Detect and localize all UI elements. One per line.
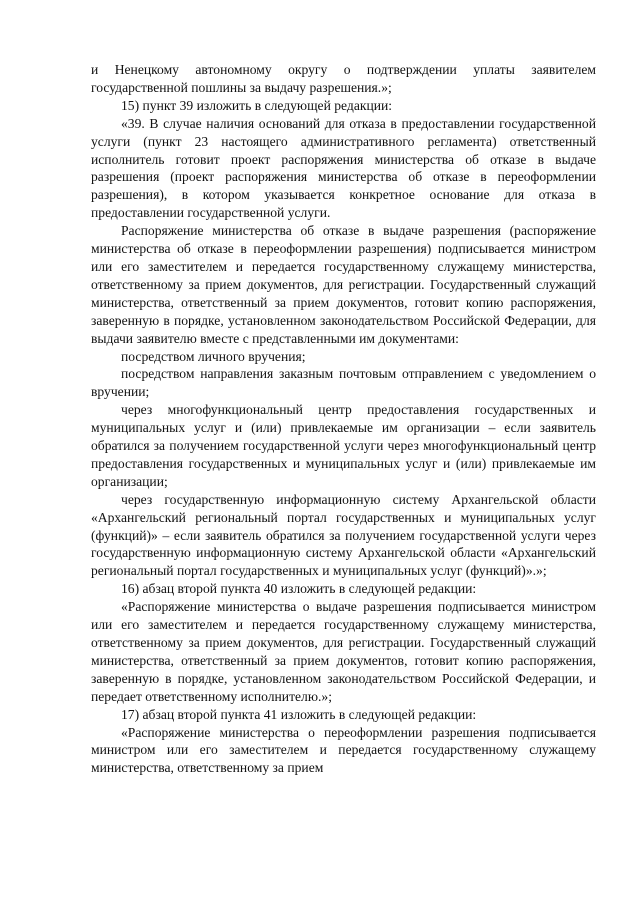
paragraph-delivery-portal: через государственную информационную систему Архангельской области «Архангельский региональный портал государственных и муниципальных услуг (функций)» – если заявитель обратился за получением государственной услуги через государственную информационную систему Архангельской области «Архангельский региональный портал государственных и муниципальных услуг (функций)».»; <box>91 491 596 579</box>
paragraph-delivery-mail: посредством направления заказным почтовым отправлением с уведомлением о вручении; <box>91 366 596 400</box>
paragraph-item-16: 16) абзац второй пункта 40 изложить в следующей редакции: <box>121 581 477 597</box>
paragraph-reissue-order: «Распоряжение министерства о переоформлении разрешения подписывается министром или его заместителем и передается государственному служащему министерства, ответственному за прием <box>91 724 596 776</box>
paragraph-clause-39: «39. В случае наличия оснований для отказа в предоставлении государственной услуги (пункт 23 настоящего административного регламента) ответственный исполнитель готовит проект распоряжения министерства об отказе в выдаче разрешения (проект распоряжения министерства об отказе в переоформлении разрешения), в котором указывается конкретное основание для отказа в предоставлении государственной услуги. <box>91 115 596 221</box>
paragraph-delivery-mfc: через многофункциональный центр предоставления государственных и муниципальных услуг и (или) привлекаемые им организации – если заявитель обратился за получением государственной услуги через многофункциональный центр предоставления государственных и муниципальных услуг и (или) привлекаемые им организации; <box>91 402 596 489</box>
paragraph-issuance-order: «Распоряжение министерства о выдаче разрешения подписывается министром или его заместителем и передается государственному служащему министерства, ответственному за прием документов, для регистрации. Государственный служащий министерства, ответственный за прием документов, готовит копию распоряжения, заверенную в порядке, установленном законодательством Российской Федерации, и передает ответственному исполнителю.»; <box>91 599 596 704</box>
paragraph-item-17: 17) абзац второй пункта 41 изложить в следующей редакции: <box>121 706 477 722</box>
paragraph-delivery-personal: посредством личного вручения; <box>121 348 306 364</box>
paragraph-continuation: и Ненецкому автономному округу о подтверждении уплаты заявителем государственной пошлины за выдачу разрешения.»; <box>91 62 596 95</box>
paragraph-refusal-order: Распоряжение министерства об отказе в выдаче разрешения (распоряжение министерства об отказе в переоформлении разрешения) подписывается министром или его заместителем и передается государственному служащему министерства, ответственному за прием документов, для регистрации. Государственный служащий министерства, ответственный за прием документов, готовит копию распоряжения, заверенную в порядке, установленном законодательством Российской Федерации, для выдачи заявителю вместе с представленными им документами: <box>91 223 596 346</box>
paragraph-item-15: 15) пункт 39 изложить в следующей редакции: <box>121 97 393 113</box>
